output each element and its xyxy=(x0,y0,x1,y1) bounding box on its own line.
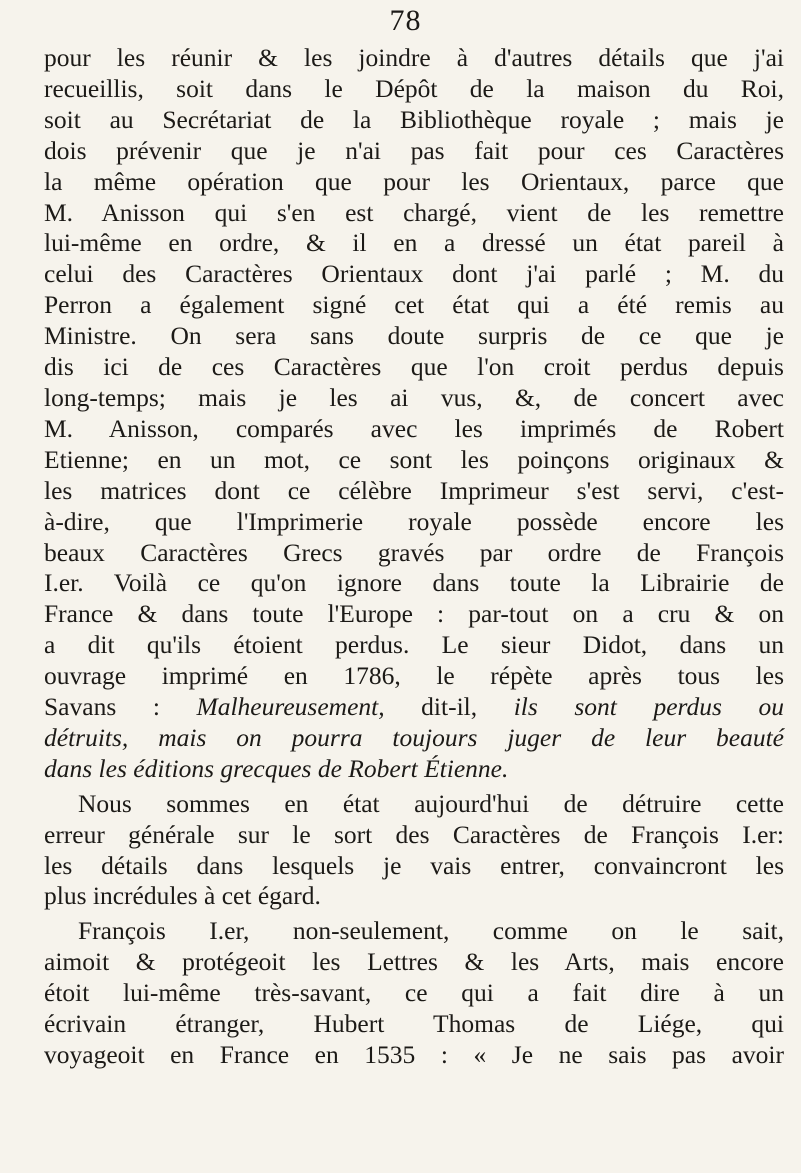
body-text xyxy=(44,43,784,1071)
text-line xyxy=(44,820,784,851)
text-line xyxy=(44,74,784,105)
text-line xyxy=(44,916,784,947)
text-line xyxy=(44,568,784,599)
text-run: dois prévenir que je n'ai pas fait pour ces Caractères xyxy=(44,135,784,165)
text-run: soit au Secrétariat de la Bibliothèque royale ; mais je xyxy=(44,104,784,134)
text-run: Ministre. On sera sans doute surpris de ce que je xyxy=(44,321,784,351)
text-line xyxy=(44,167,784,198)
text-line xyxy=(44,1040,784,1071)
text-line xyxy=(44,136,784,167)
text-line xyxy=(44,599,784,630)
text-run: pour les réunir & les joindre à d'autres détails que j'ai xyxy=(44,43,784,72)
text-line xyxy=(44,978,784,1009)
text-run: recueillis, soit dans le Dépôt de la maison du Roi, xyxy=(44,73,784,103)
text-line xyxy=(44,259,784,290)
text-line xyxy=(44,538,784,569)
text-line xyxy=(44,290,784,321)
text-line xyxy=(44,352,784,383)
text-line xyxy=(44,881,784,912)
text-line xyxy=(44,105,784,136)
text-line xyxy=(44,476,784,507)
text-run: ouvrage imprimé en 1786, le répète après tous les xyxy=(44,661,784,691)
italic-text: détruits, mais on pourra toujours juger de leur beauté xyxy=(44,722,784,752)
text-line xyxy=(44,445,784,476)
text-line xyxy=(44,630,784,661)
text-line xyxy=(44,947,784,978)
text-run: les matrices dont ce célèbre Imprimeur s'est servi, c'est- xyxy=(44,475,784,505)
text-run: François I.er, non-seulement, comme on le sait, xyxy=(78,916,784,946)
text-line xyxy=(44,507,784,538)
text-run: aimoit & protégeoit les Lettres & les Arts, mais encore xyxy=(44,947,784,977)
text-run: à-dire, que l'Imprimerie royale possède encore les xyxy=(44,506,784,536)
text-run: dit-il, xyxy=(384,692,514,722)
text-run: dis ici de ces Caractères que l'on croit perdus depuis xyxy=(44,352,784,382)
text-line xyxy=(44,198,784,229)
text-run: beaux Caractères Grecs gravés par ordre de François xyxy=(44,537,784,567)
text-run: étoit lui-même très-savant, ce qui a fait dire à un xyxy=(44,978,784,1008)
text-run: plus incrédules à cet égard. xyxy=(44,881,321,911)
text-run: lui-même en ordre, & il en a dressé un état pareil à xyxy=(44,228,784,258)
italic-text: Malheureusement, xyxy=(196,692,385,722)
text-run: la même opération que pour les Orientaux, parce que xyxy=(44,166,784,196)
text-run: M. Anisson qui s'en est chargé, vient de les remettre xyxy=(44,197,784,227)
text-run: I.er. Voilà ce qu'on ignore dans toute la Librairie de xyxy=(44,568,784,598)
text-line xyxy=(44,321,784,352)
text-line xyxy=(44,789,784,820)
text-line xyxy=(44,661,784,692)
text-run: erreur générale sur le sort des Caractères de François I.er: xyxy=(44,819,784,849)
text-run: M. Anisson, comparés avec les imprimés de Robert xyxy=(44,413,784,443)
text-run: Nous sommes en état aujourd'hui de détruire cette xyxy=(78,788,784,818)
text-run: écrivain étranger, Hubert Thomas de Liége, qui xyxy=(44,1009,784,1039)
text-line xyxy=(44,754,784,785)
text-run: long-temps; mais je les ai vus, &, de concert avec xyxy=(44,382,784,412)
text-run: France & dans toute l'Europe : par-tout on a cru & on xyxy=(44,599,784,629)
text-run: voyageoit en France en 1535 : « Je ne sais pas avoir xyxy=(44,1040,784,1069)
text-run: les détails dans lesquels je vais entrer, convaincront les xyxy=(44,850,784,880)
text-line xyxy=(44,851,784,882)
text-line xyxy=(44,43,784,74)
text-line xyxy=(44,1009,784,1040)
text-run: a dit qu'ils étoient perdus. Le sieur Didot, dans un xyxy=(44,630,784,660)
text-line xyxy=(44,723,784,754)
text-line xyxy=(44,692,784,723)
text-run: celui des Caractères Orientaux dont j'ai parlé ; M. du xyxy=(44,259,784,289)
text-run: Etienne; en un mot, ce sont les poinçons originaux & xyxy=(44,444,784,474)
text-line xyxy=(44,383,784,414)
italic-text: dans les éditions grecques de Robert Étienne. xyxy=(44,753,509,783)
text-line xyxy=(44,228,784,259)
italic-text: ils sont perdus ou xyxy=(513,692,785,722)
text-line xyxy=(44,414,784,445)
page-number: 78 xyxy=(389,4,422,37)
text-run: Savans : xyxy=(44,692,197,722)
text-run: Perron a également signé cet état qui a été remis au xyxy=(44,290,784,320)
